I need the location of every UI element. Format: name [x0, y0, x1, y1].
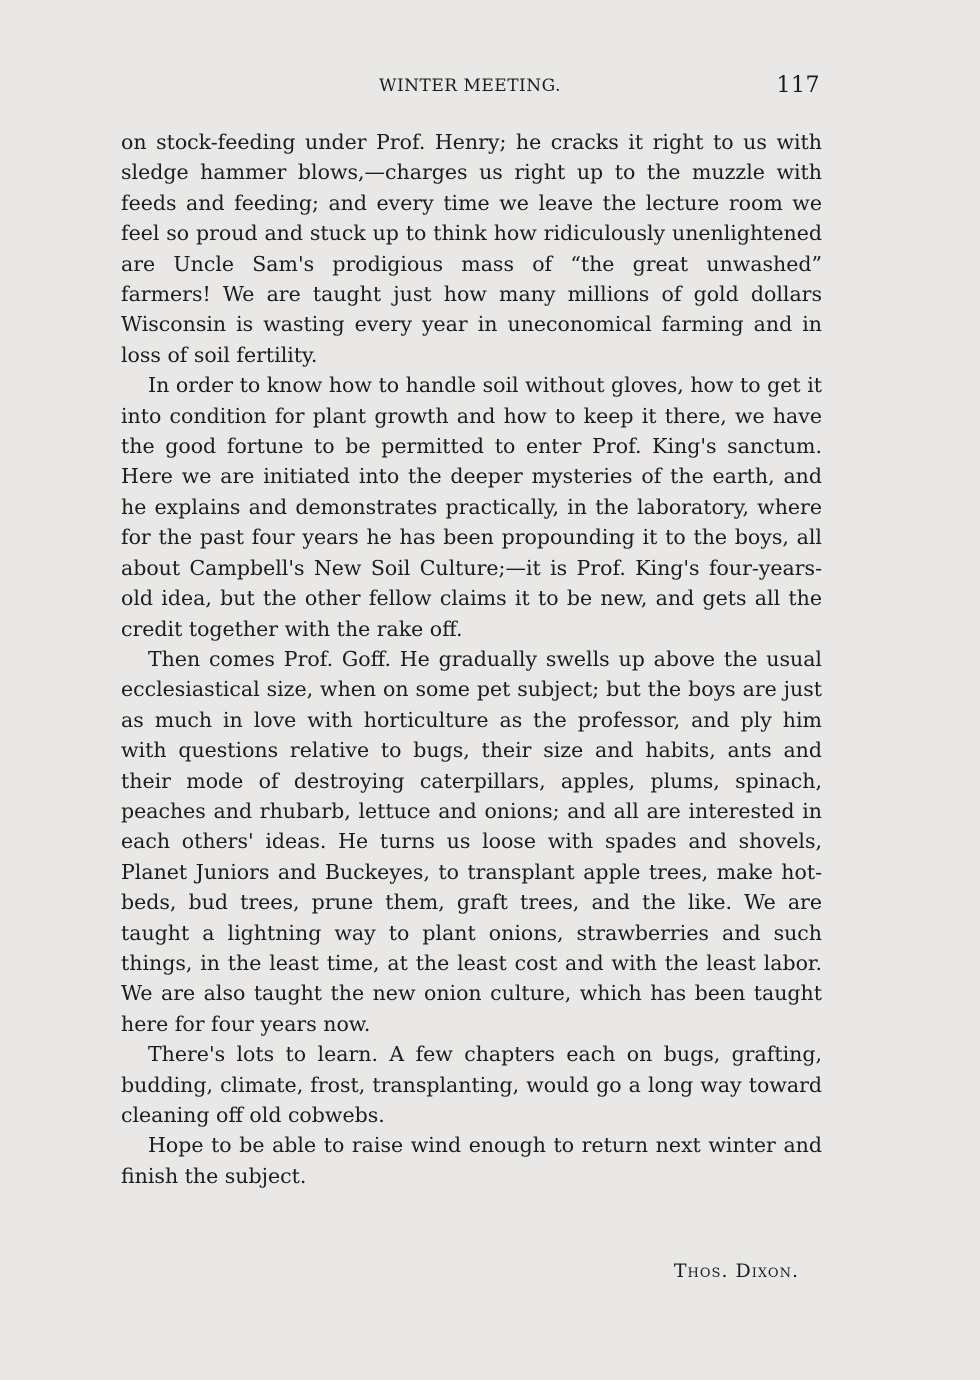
body-text [121, 127, 822, 1191]
page-number: 117 [776, 73, 820, 98]
paragraph-prof-king: In order to know how to handle soil without gloves, how to get it into condition for plant growth and how to keep it there, we have the good fortune to be permitted to enter Prof. King's sanctum. Here we are initiated into the deeper mysteries of the earth, and he explains and demonstrates practically, in the laboratory, where for the past four years he has been propounding it to the boys, all about Campbell's New Soil Culture;—it is Prof. King's four-years-old idea, but the other fellow claims it to be new, and gets all the credit together with the rake off. [121, 373, 822, 641]
author-signature: Thos. Dixon. [673, 1260, 799, 1282]
paragraph-closing: Hope to be able to raise wind enough to return next winter and finish the subject. [121, 1133, 822, 1188]
running-title: WINTER MEETING. [378, 76, 562, 96]
paragraph-continued: on stock-feeding under Prof. Henry; he cracks it right to us with sledge hammer blows,—charges us right up to the muzzle with feeds and feeding; and every time we leave the lecture room we feel so proud and stuck up to think how ridiculously unenlightened are Uncle Sam's prodigious mass of “the great unwashed” farmers! We are taught just how many millions of gold dollars Wisconsin is wasting every year in uneconomical farming and in loss of soil fertility. [121, 130, 822, 367]
paragraph-lots-to-learn: There's lots to learn. A few chapters each on bugs, grafting, budding, climate, frost, transplanting, would go a long way toward cleaning off old cobwebs. [121, 1042, 822, 1127]
paragraph-prof-goff: Then comes Prof. Goff. He gradually swells up above the usual ecclesiastical size, when on some pet subject; but the boys are just as much in love with horticulture as the professor, and ply him with questions relative to bugs, their size and habits, ants and their mode of destroying caterpillars, apples, plums, spinach, peaches and rhubarb, lettuce and onions; and all are interested in each others' ideas. He turns us loose with spades and shovels, Planet Juniors and Buckeyes, to transplant apple trees, make hot-beds, bud trees, prune them, graft trees, and the like. We are taught a lightning way to plant onions, strawberries and such things, in the least time, at the least cost and with the least labor. We are also taught the new onion culture, which has been taught here for four years now. [121, 646, 822, 1036]
running-head [120, 73, 820, 102]
